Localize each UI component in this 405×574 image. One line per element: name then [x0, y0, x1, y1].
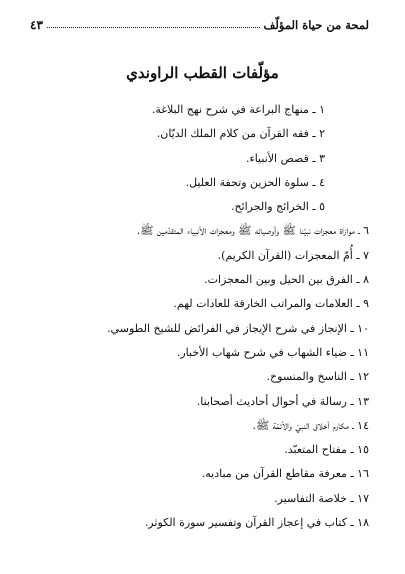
list-item: ١١ ـ ضياء الشهاب في شرح شهاب الأخبار. — [176, 345, 369, 359]
list-item: ١٧ ـ خلاصة التفاسير. — [274, 491, 369, 505]
list-item: ١٨ ـ كتاب في إعجاز القرآن وتفسير سورة الكوثر. — [144, 516, 369, 530]
list-item: ٤ ـ سلوة الحزين وتحفة العليل. — [185, 175, 325, 189]
list-item: ٨ ـ الفرق بين الحيل وبين المعجزات. — [204, 273, 369, 287]
list-item: ١٦ ـ معرفة مقاطع القرآن من مباديه. — [201, 467, 369, 481]
list-item: ٧ ـ أُمّ المعجزات (القرآن الكريم). — [217, 248, 369, 262]
list-item: ١٢ ـ الناسخ والمنسوخ. — [266, 370, 369, 384]
header-title: لمحة من حياة المؤلّف — [263, 18, 369, 32]
list-item: ١٥ ـ مفتاح المتعبّد. — [284, 443, 369, 457]
list-item: ١٠ ـ الإنجاز في شرح الإيجاز في الفرائض للشيخ الطوسي. — [107, 321, 369, 335]
list-item: ٢ ـ فقه القرآن من كلام الملك الديّان. — [156, 127, 325, 141]
list-item: ٩ ـ العلامات والمراتب الخارقة للعادات لهم. — [173, 297, 369, 311]
list-item: ١٤ ـ مكارم أخلاق النبيّ والأئمّة ﷺ. — [252, 418, 369, 432]
list-item: ٦ ـ موازاة معجزات نبيّنا ﷺ وأوصيائه ﷺ ومعجزات الأنبياء المتقدّمين ﷺ. — [136, 224, 369, 238]
page-number: ٤٣ — [30, 18, 43, 32]
works-list — [20, 98, 369, 535]
header-dotted-leader — [47, 26, 260, 28]
list-item: ١٣ ـ رسالة في أحوال أحاديث أصحابنا. — [196, 394, 369, 408]
list-item: ٥ ـ الخرائج والجرائح. — [230, 200, 325, 214]
list-item: ٣ ـ قصص الأنبياء. — [246, 151, 325, 165]
section-title: مؤلّفات القطب الراوندي — [126, 64, 279, 82]
list-item: ١ ـ منهاج البراعة في شرح نهج البلاغة. — [151, 103, 325, 116]
running-header — [30, 14, 369, 32]
